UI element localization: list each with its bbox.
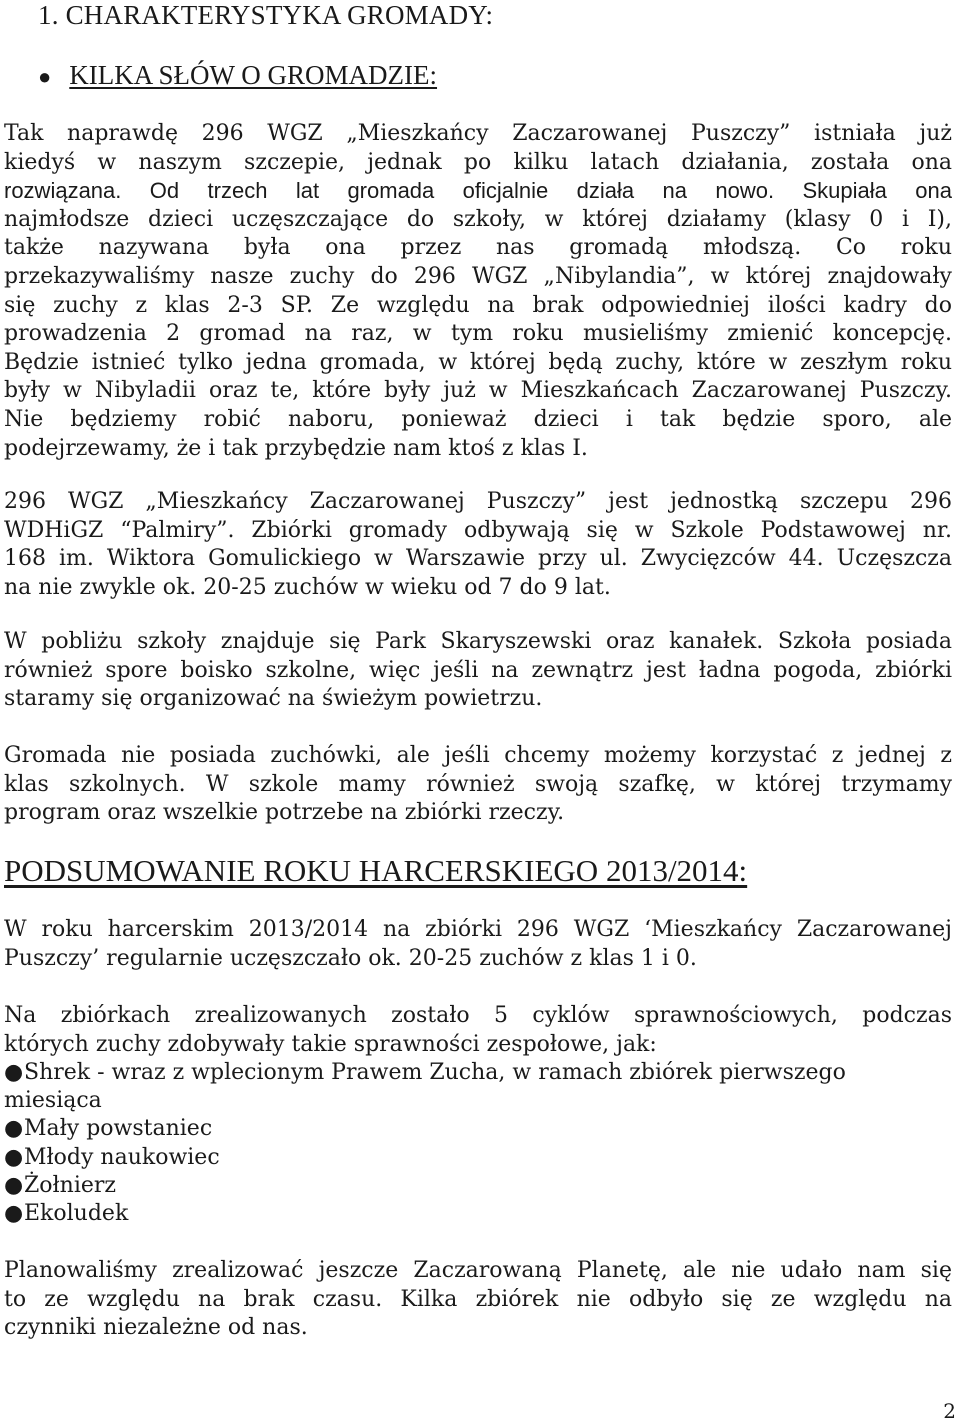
paragraph-surroundings bbox=[4, 628, 952, 714]
paragraph-line: 168 im. Wiktora Gomulickiego w Warszawie przy ul. Zwycięzców 44. Uczęszcza bbox=[4, 546, 952, 572]
page-number: 2 bbox=[943, 1399, 956, 1423]
paragraph-line: staramy się organizować na świeżym powietrzu. bbox=[4, 686, 543, 712]
paragraph-line: Gromada nie posiada zuchówki, ale jeśli chcemy możemy korzystać z jednej z bbox=[4, 743, 952, 768]
bullet-icon: ● bbox=[4, 1116, 24, 1142]
paragraph-line: najmłodsze dzieci uczęszczające do szkoły, w której działamy (klasy 0 i I), bbox=[4, 206, 952, 232]
badge-name: Młody naukowiec bbox=[24, 1144, 220, 1170]
bullet-icon: ● bbox=[4, 1060, 24, 1085]
badges-list bbox=[4, 1059, 952, 1228]
paragraph-line: również spore boisko szkolne, więc jeśli na zewnątrz jest ładna pogoda, zbiórki bbox=[4, 657, 952, 683]
paragraph-line: Będzie istnieć tylko jedna gromada, w której będą zuchy, które w zeszłym roku bbox=[4, 349, 952, 375]
paragraph-plans bbox=[4, 1257, 952, 1343]
bullet-icon: ● bbox=[4, 1144, 24, 1170]
paragraph-line: były w Nibyladii oraz te, które były już w Mieszkańcach Zaczarowanej Puszczy. bbox=[4, 378, 952, 404]
paragraph-line: W pobliżu szkoły znajduje się Park Skaryszewski oraz kanałek. Szkoła posiada bbox=[4, 629, 952, 654]
paragraph-line: to ze względu na brak czasu. Kilka zbiórek nie odbyło się ze względu na bbox=[4, 1286, 952, 1312]
paragraph-line: Nie będziemy robić naboru, ponieważ dzieci i tak będzie sporo, ale bbox=[4, 406, 952, 432]
paragraph-line: rozwiązana. Od trzech lat gromada oficjalnie działa na nowo. Skupiała ona bbox=[4, 178, 952, 204]
paragraph-rooms bbox=[4, 742, 952, 828]
badge-name: Ekoludek bbox=[24, 1201, 129, 1227]
paragraph-line: WDHiGZ “Palmiry”. Zbiórki gromady odbywają się w Szkole Podstawowej nr. bbox=[4, 517, 952, 543]
list-item bbox=[4, 1200, 952, 1228]
paragraph-line: także nazywana była ona przez nas gromadą młodszą. Co roku bbox=[4, 235, 952, 261]
paragraph-line: przekazywaliśmy nasze zuchy do 296 WGZ „Nibylandia”, w której znajdowały bbox=[4, 263, 952, 289]
bullet-icon: ● bbox=[4, 1201, 24, 1227]
bullet-icon: ● bbox=[38, 64, 52, 89]
paragraph-line: prowadzenia 2 gromad na raz, w tym roku musieliśmy zmienić koncepcję. bbox=[4, 321, 952, 347]
paragraph-line: podejrzewamy, że i tak przybędzie nam ktoś z klas I. bbox=[4, 435, 588, 461]
list-item bbox=[4, 1059, 952, 1087]
summary-section-title: PODSUMOWANIE ROKU HARCERSKIEGO 2013/2014: bbox=[4, 853, 748, 888]
paragraph-line: 296 WGZ „Mieszkańcy Zaczarowanej Puszczy” jest jednostką szczepu 296 bbox=[4, 489, 952, 514]
paragraph-history bbox=[4, 120, 952, 463]
badge-name: Shrek - wraz z wplecionym Prawem Zucha, w ramach zbiórek pierwszego bbox=[24, 1060, 846, 1085]
paragraph-line: klas szkolnych. W szkole mamy również swoją szafkę, w której trzymamy bbox=[4, 771, 952, 797]
paragraph-line: program oraz wszelkie potrzebe na zbiórki rzeczy. bbox=[4, 800, 565, 826]
paragraph-line: W roku harcerskim 2013/2014 na zbiórki 296 WGZ ‘Mieszkańcy Zaczarowanej bbox=[4, 917, 952, 942]
paragraph-line: czynniki niezależne od nas. bbox=[4, 1315, 308, 1341]
paragraph-line: Tak naprawdę 296 WGZ „Mieszkańcy Zaczarowanej Puszczy” istniała już bbox=[4, 121, 952, 146]
list-item bbox=[4, 1115, 952, 1143]
badge-name: Żołnierz bbox=[24, 1172, 116, 1198]
paragraph-line: na nie zwykle ok. 20-25 zuchów w wieku od 7 do 9 lat. bbox=[4, 574, 611, 600]
bullet-icon: ● bbox=[4, 1172, 24, 1198]
subheading-text: KILKA SŁÓW O GROMADZIE: bbox=[69, 60, 438, 90]
paragraph-line: Puszczy’ regularnie uczęszczało ok. 20-25 zuchów z klas 1 i 0. bbox=[4, 945, 697, 971]
paragraph-line: się zuchy z klas 2-3 SP. Ze względu na brak odpowiedniej ilości kadry do bbox=[4, 292, 952, 318]
paragraph-cycles bbox=[4, 1002, 952, 1059]
badge-name-continuation: miesiąca bbox=[4, 1088, 102, 1114]
paragraph-location bbox=[4, 488, 952, 602]
section-subheading bbox=[38, 60, 437, 92]
chapter-heading: 1. CHARAKTERYSTYKA GROMADY: bbox=[38, 0, 494, 30]
list-item bbox=[4, 1144, 952, 1172]
paragraph-attendance bbox=[4, 916, 952, 973]
paragraph-line: Na zbiórkach zrealizowanych zostało 5 cyklów sprawnościowych, podczas bbox=[4, 1003, 952, 1028]
badge-name: Mały powstaniec bbox=[24, 1116, 213, 1142]
list-item-continuation bbox=[4, 1087, 952, 1115]
paragraph-line: kiedyś w naszym szczepie, jednak po kilku latach działania, została ona bbox=[4, 149, 952, 175]
paragraph-line: których zuchy zdobywały takie sprawności zespołowe, jak: bbox=[4, 1031, 657, 1057]
list-item bbox=[4, 1172, 952, 1200]
paragraph-line: Planowaliśmy zrealizować jeszcze Zaczarowaną Planetę, ale nie udało nam się bbox=[4, 1258, 952, 1283]
